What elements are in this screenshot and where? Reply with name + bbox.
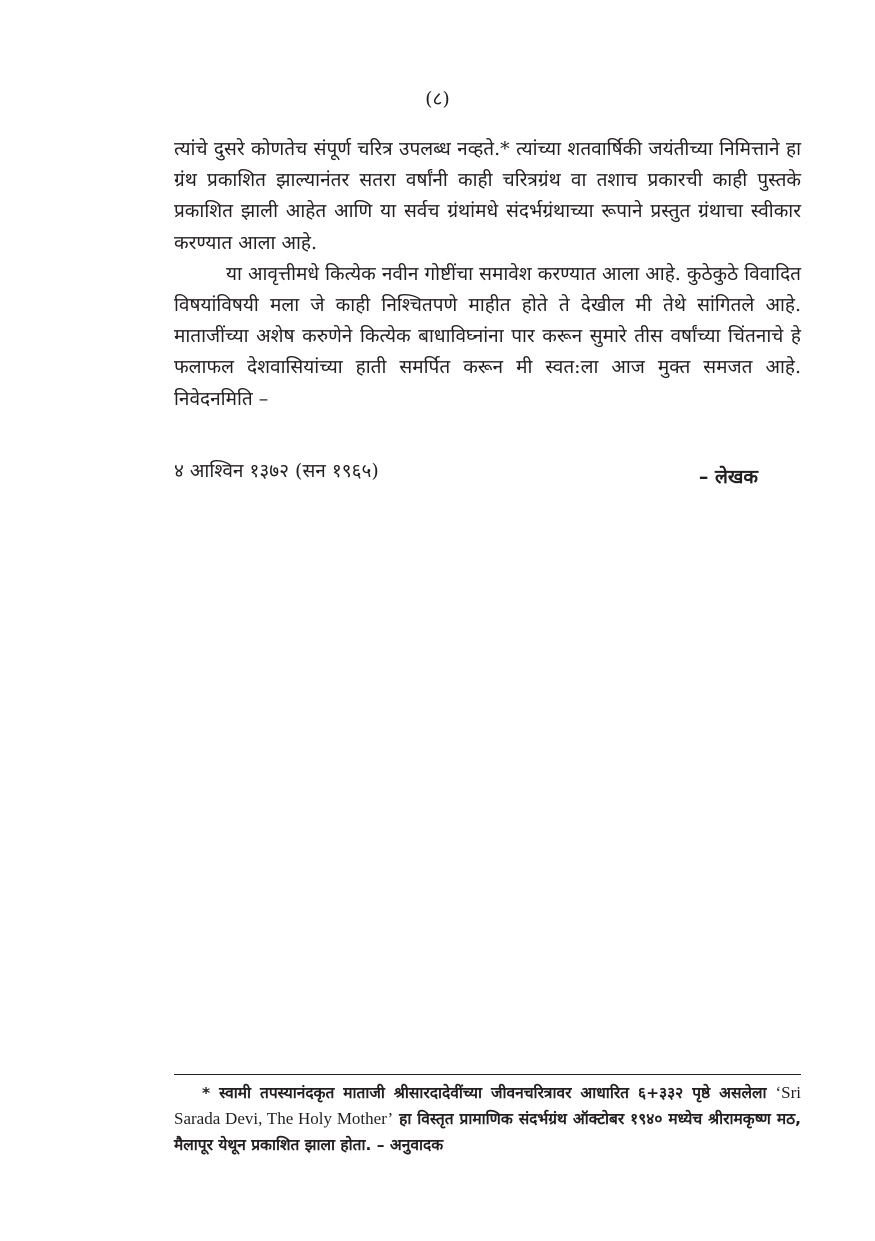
paragraph: या आवृत्तीमधे कित्येक नवीन गोष्टींचा समावेश करण्यात आला आहे. कुठेकुठे विवादित विषयांविषयी मला जे काही निश्चितपणे माहीत होते ते देखील मी तेथे सांगितले आहे. माताजींच्या अशेष करुणेने कित्येक बाधाविघ्नांना पार करून सुमारे तीस वर्षांच्या चिंतनाचे हे फलाफल देशवासियांच्या हाती समर्पित करून मी स्वत:ला आज मुक्त समजत आहे. निवेदनमिति – (174, 262, 801, 410)
paragraph: त्यांचे दुसरे कोणतेच संपूर्ण चरित्र उपलब्ध नव्हते.* त्यांच्या शतवार्षिकी जयंतीच्या निमित्ताने हा ग्रंथ प्रकाशित झाल्यानंतर सतरा वर्षांनी काही चरित्रग्रंथ वा तशाच प्रकारची काही पुस्तके प्रकाशित झाली आहेत आणि या सर्वच ग्रंथांमधे संदर्भग्रंथाच्या रूपाने प्रस्तुत ग्रंथाचा स्वीकार करण्यात आला आहे. (174, 138, 801, 254)
footnote-text (174, 1080, 801, 1158)
footnote-text-before: * स्वामी तपस्यानंदकृत माताजी श्रीसारदादेवींच्या जीवनचरित्रावर आधारित ६+३३२ पृष्ठे असलेला (202, 1084, 776, 1102)
footnote-english-title: ‘Sri Sarada Devi, The Holy Mother’ (174, 1083, 801, 1128)
signature-author: – लेखक (698, 466, 758, 488)
footnote (174, 1080, 801, 1158)
footnote-text-after: हा विस्तृत प्रामाणिक संदर्भग्रंथ ऑक्टोबर १९४० मध्येच श्रीरामकृष्ण मठ, मैलापूर येथून प्रकाशित झाला होता. – अनुवादक (174, 1110, 801, 1154)
signature-date: ४ आश्विन १३७२ (सन १९६५) (174, 460, 379, 482)
page-number: (८) (425, 88, 450, 110)
footnote-divider (174, 1074, 801, 1075)
body-text (174, 134, 801, 415)
signature-line (174, 456, 758, 486)
